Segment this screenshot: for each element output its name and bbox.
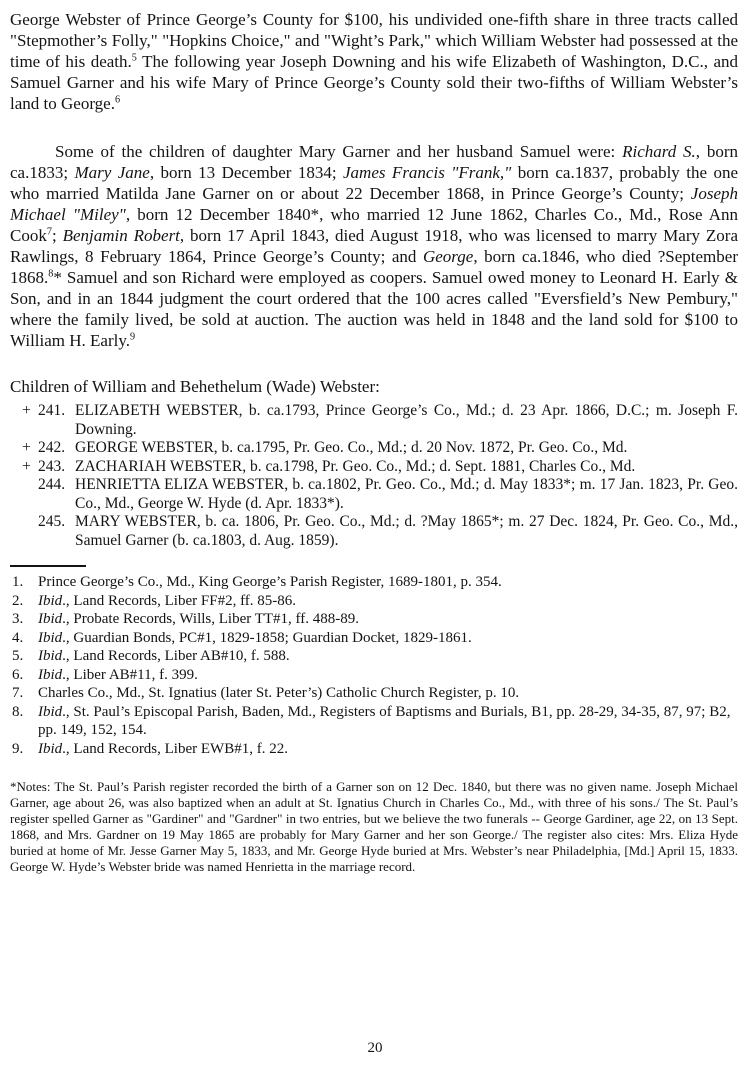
footnote-6 [10,666,738,685]
children-section-heading: Children of William and Behethelum (Wade) Webster: [10,377,380,396]
child-entry-243 [10,458,738,477]
footnote-number: 7. [12,685,24,701]
footnote-text: Ibid., Land Records, Liber EWB#1, f. 22. [38,740,288,757]
footnote-2 [10,592,738,611]
footnote-number: 2. [12,592,24,609]
carried-forward-marker: + [22,439,31,456]
footnote-number: 9. [12,740,24,757]
footnote-text: Ibid., Land Records, Liber FF#2, ff. 85-86. [38,592,297,609]
footnote-separator-rule [10,565,86,567]
footnote-text: Ibid., Land Records, Liber AB#10, f. 588. [38,648,290,664]
footnote-9 [10,740,738,759]
footnote-number: 3. [12,611,24,627]
footnote-text: Charles Co., Md., St. Ignatius (later St. Peter’s) Catholic Church Register, p. 10. [38,685,520,701]
child-entry-244 [10,476,738,513]
child-number: 241. [38,402,66,419]
page-number: 20 [367,1040,383,1056]
body-paragraph-1: George Webster of Prince George’s County for $100, his undivided one-fifth share in three tracts called "Stepmother’s Folly," "Hopkins Choice," and "Wight’s Park," which William Webster had possessed at the time of his death.$^5$ The following year Joseph Downing and his wife Elizabeth of Washington, D.C., and Samuel Garner and his wife Mary of Prince George’s County sold their two-fifths of William Webster’s land to George.$^6$ [10,10,738,113]
child-text: ZACHARIAH WEBSTER, b. ca.1798, Pr. Geo. Co., Md.; d. Sept. 1881, Charles Co., Md. [75,457,636,475]
child-entry-241 [10,402,738,439]
carried-forward-marker: + [22,402,31,419]
carried-forward-marker: + [22,457,31,475]
footnote-text: Ibid., Probate Records, Wills, Liber TT#1, ff. 488-89. [38,611,360,627]
child-number: 244. [38,476,66,493]
footnote-number: 1. [12,574,24,590]
child-entry-242 [10,439,738,458]
footnote-1 [10,573,738,592]
footnote-list [10,573,738,758]
footnote-number: 6. [12,666,24,683]
footnote-5 [10,647,738,666]
footnote-number: 8. [12,703,24,720]
child-number: 243. [38,457,66,475]
footnote-text: Ibid., St. Paul’s Episcopal Parish, Baden, Md., Registers of Baptisms and Burials, B1, pp. 28-29, 34-35, 87, 97; B2, pp. 149, 152, 154. [38,703,731,738]
footnote-3 [10,610,738,629]
footnote-7 [10,684,738,703]
children-list [10,402,738,550]
footnote-text: Prince George’s Co., Md., King George’s Parish Register, 1689-1801, p. 354. [38,574,502,590]
body-paragraph-2: Some of the children of daughter Mary Garner and her husband Samuel were: Richard S., born ca.1833; Mary Jane, born 13 December 1834; James Francis "Frank," born ca.1837, probably the one who married Matilda Jane Garner on or about 22 December 1868, in Prince George’s County; Joseph Michael "Miley", born 12 December 1840*, who married 12 June 1862, Charles Co., Md., Rose Ann Cook$^7$; Benjamin Robert, born 17 April 1843, died August 1918, who was licensed to marry Mary Zora Rawlings, 8 February 1864, Prince George’s County; and George, born ca.1846, who died ?September 1868.$^8$* Samuel and son Richard were employed as coopers. Samuel owed money to Leonard H. Early & Son, and in an 1844 judgment the court ordered that the 100 acres called "Eversfield’s New Pembury," where the family lived, be sold at auction. The auction was held in 1848 and the land sold for $100 to William H. Early.$^9$ [10,142,739,350]
footnote-number: 5. [12,648,24,664]
footnote-text: Ibid., Guardian Bonds, PC#1, 1829-1858; Guardian Docket, 1829-1861. [38,629,472,646]
footnote-text: Ibid., Liber AB#11, f. 399. [38,666,198,683]
child-text: HENRIETTA ELIZA WEBSTER, b. ca.1802, Pr. Geo. Co., Md.; d. May 1833*; m. 17 Jan. 1823, Pr. Geo. Co., Md., George W. Hyde (d. Apr. 1833*). [75,476,738,512]
asterisk-notes-paragraph: *Notes: The St. Paul’s Parish register recorded the birth of a Garner son on 12 Dec. 1840, but there was no given name. Joseph Michael Garner, age about 26, was also baptized when an adult at St. Ignatius Church in Charles Co., Md., with three of his sons./ The St. Paul’s register spelled Garner as "Gardiner" and "Gardner" in two entries, but we believe the two funerals -- George Gardiner, age 22, on 13 Sept. 1868, and Mrs. Gardner on 19 May 1865 are probably for Mary Garner and her son George./ The register also cites: Mrs. Eliza Hyde buried at home of Mr. Jesse Garner May 5, 1833, and Mr. George Hyde buried at Mrs. Webster’s near Philadelphia, [Md.] April 15, 1833. George W. Hyde’s Webster bride was named Henrietta in the marriage record. [10,779,738,874]
child-number: 245. [38,513,66,530]
child-number: 242. [38,439,66,456]
footnote-number: 4. [12,629,24,646]
footnote-4 [10,629,738,648]
child-text: MARY WEBSTER, b. ca. 1806, Pr. Geo. Co., Md.; d. ?May 1865*; m. 27 Dec. 1824, Pr. Geo. Co., Md., Samuel Garner (b. ca.1803, d. Aug. 1859). [75,513,738,549]
child-text: GEORGE WEBSTER, b. ca.1795, Pr. Geo. Co., Md.; d. 20 Nov. 1872, Pr. Geo. Co., Md. [75,439,628,456]
child-entry-245 [10,513,738,550]
footnote-8 [10,703,738,740]
child-text: ELIZABETH WEBSTER, b. ca.1793, Prince George’s Co., Md.; d. 23 Apr. 1866, D.C.; m. Joseph F. Downing. [75,402,738,438]
